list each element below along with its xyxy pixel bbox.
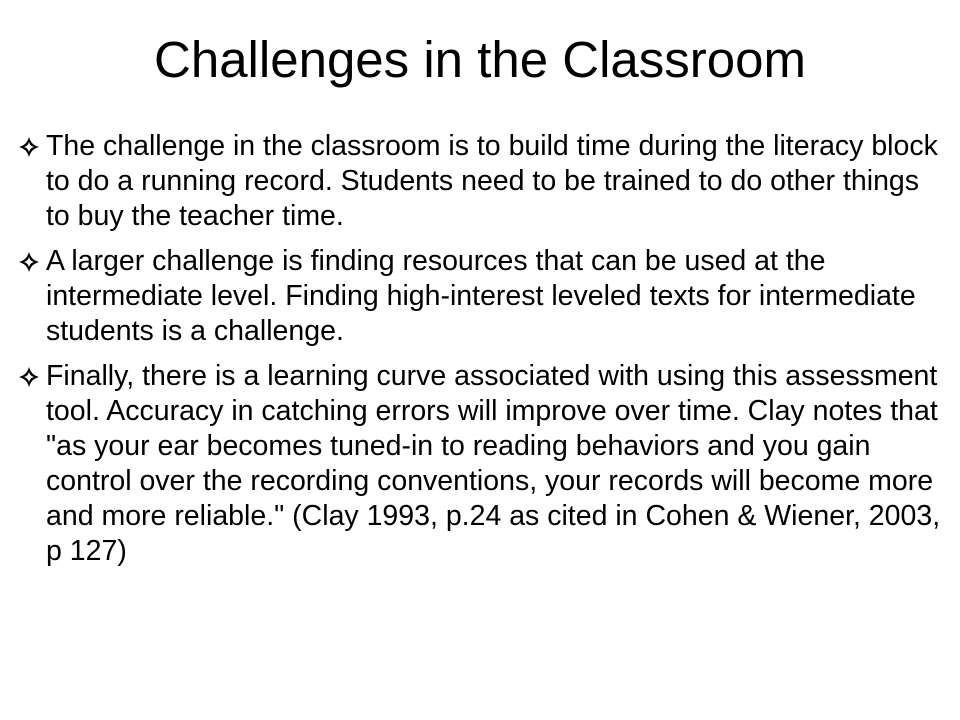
bullet-item — [18, 359, 948, 569]
bullet-list — [18, 129, 948, 579]
four-petal-diamond-icon — [18, 359, 40, 394]
four-petal-diamond-icon — [18, 129, 40, 164]
bullet-text: Finally, there is a learning curve associated with using this assessment tool. Accuracy in catching errors will improve over time. Clay notes that "as your ear becomes tuned-in to reading behaviors and you gain control over the recording conventions, your records will become more and more reliable." (Clay 1993, p.24 as cited in Cohen & Wiener, 2003, p 127) — [46, 360, 941, 567]
bullet-text: A larger challenge is finding resources that can be used at the intermediate level. Finding high-interest leveled texts for intermediate students is a challenge. — [46, 245, 916, 347]
four-petal-diamond-icon — [18, 244, 40, 279]
slide-title: Challenges in the Classroom — [154, 31, 806, 88]
bullet-item — [18, 129, 948, 234]
bullet-text: The challenge in the classroom is to build time during the literacy block to do a running record. Students need to be trained to do other things to buy the teacher time. — [46, 130, 938, 232]
bullet-item — [18, 244, 948, 349]
